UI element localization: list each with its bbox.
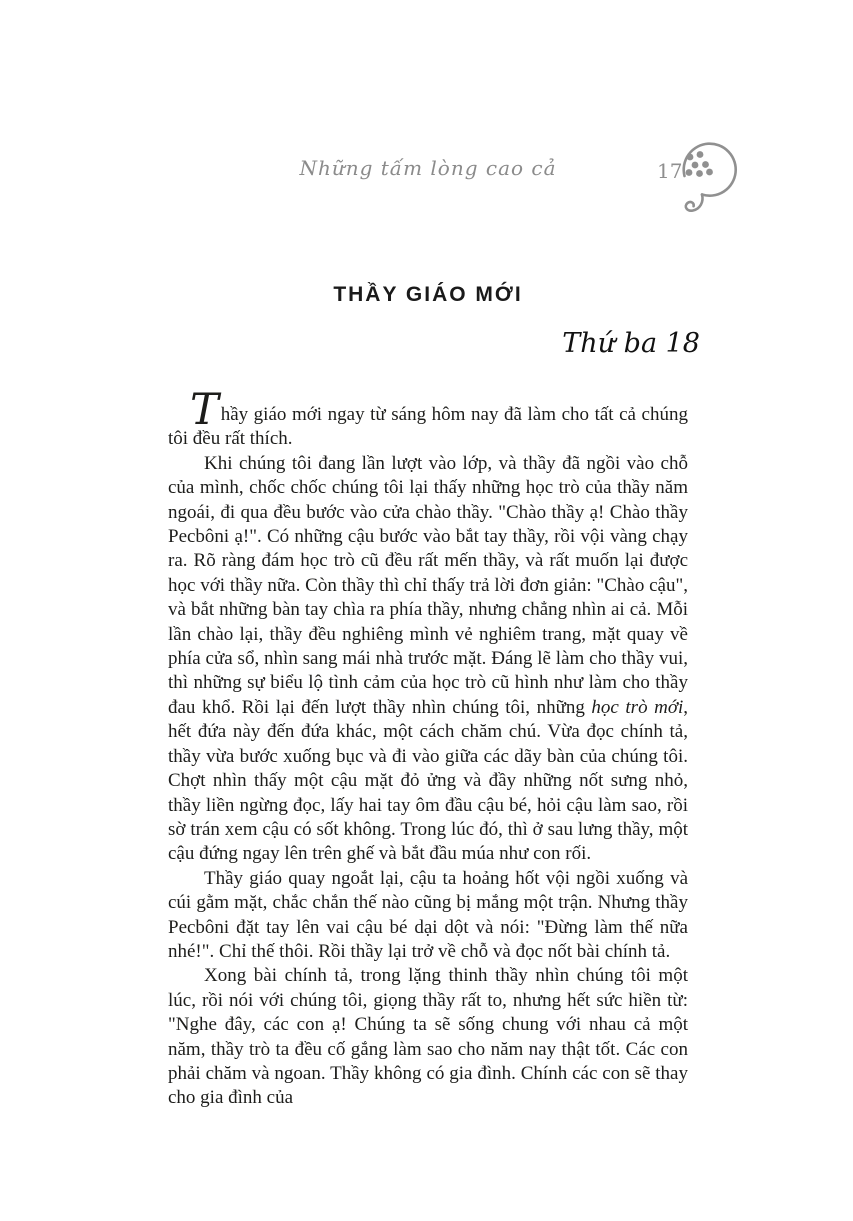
grape-cluster-ornament-icon bbox=[668, 136, 746, 218]
text-segment: Xong bài chính tả, trong lặng thinh thầy nhìn chúng tôi một lúc, rồi nói với chúng tôi, giọng thầy rất to, nhưng hết sức hiền từ: "Nghe đây, các con ạ! Chúng ta sẽ sống chung với nhau cả một năm, thầy trò ta đều cố gắng làm sao cho năm nay thật tốt. Các con phải chăm và ngoan. Thầy không có gia đình. Chính các con sẽ thay cho gia đình của bbox=[168, 965, 688, 1109]
paragraph bbox=[168, 867, 688, 965]
page-number: 17 bbox=[657, 159, 683, 183]
chapter-date: Thứ ba 18 bbox=[562, 328, 700, 359]
body-text bbox=[168, 385, 688, 1111]
emphasized-text: học trò mới bbox=[591, 696, 684, 718]
text-segment: Thầy giáo quay ngoắt lại, cậu ta hoảng hốt vội ngồi xuống và cúi gằm mặt, chắc chắn thế nào cũng bị mắng một trận. Nhưng thầy Pecbôni đặt tay lên vai cậu bé dại dột và nói: "Đừng làm thế nữa nhé!". Chỉ thế thôi. Rồi thầy lại trở về chỗ và đọc nốt bài chính tả. bbox=[168, 867, 688, 962]
text-segment: hầy giáo mới ngay từ sáng hôm nay đã làm cho tất cả chúng tôi đều rất thích. bbox=[168, 404, 688, 450]
chapter-title: THẦY GIÁO MỚI bbox=[333, 283, 523, 306]
text-segment: Khi chúng tôi đang lần lượt vào lớp, và thầy đã ngồi vào chỗ của mình, chốc chốc chúng tôi lại thấy những học trò của thầy năm ngoái, đi qua đều bước vào cửa chào thầy. "Chào thầy ạ! Chào thầy Pecbôni ạ!". Có những cậu bước vào bắt tay thầy, rồi vội vàng chạy ra. Rõ ràng đám học trò cũ đều rất mến thầy, và rất muốn lại được học với thầy nữa. Còn thầy thì chỉ thấy trả lời đơn giản: "Chào cậu", và bắt những bàn tay chìa ra phía thầy, nhưng chẳng nhìn ai cả. Mỗi lần chào lại, thầy đều nghiêng mình vẻ nghiêm trang, mặt quay về phía cửa sổ, nhìn sang mái nhà trước mặt. Đáng lẽ làm cho thầy vui, thì những sự biểu lộ tình cảm của học trò cũ hình như làm cho thầy đau khổ. Rồi lại đến lượt thầy nhìn chúng tôi, những bbox=[168, 452, 688, 718]
grape-dots bbox=[686, 151, 713, 177]
paragraph bbox=[168, 452, 688, 867]
paragraph bbox=[168, 964, 688, 1110]
running-header-book-title: Những tấm lòng cao cả bbox=[299, 156, 557, 180]
paragraph bbox=[168, 385, 688, 452]
drop-cap: T bbox=[190, 385, 219, 435]
text-segment: , hết đứa này đến đứa khác, một cách chăm chú. Vừa đọc chính tả, thầy vừa bước xuống bục và đi vào giữa các dãy bàn của chúng tôi. Chợt nhìn thấy một cậu mặt đỏ ửng và đầy những nốt sưng nhỏ, thầy liền ngừng đọc, lấy hai tay ôm đầu cậu bé, hỏi cậu làm sao, rồi sờ trán xem cậu có sốt không. Trong lúc đó, thì ở sau lưng thầy, một cậu đứng ngay lên trên ghế và bắt đầu múa như con rối. bbox=[168, 696, 688, 865]
